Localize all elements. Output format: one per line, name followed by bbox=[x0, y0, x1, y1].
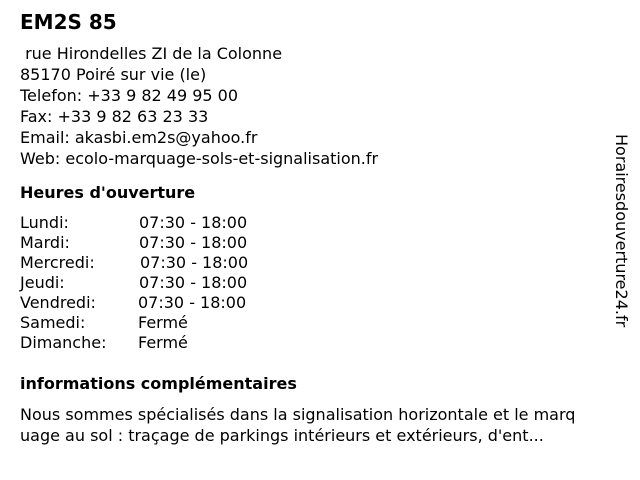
hours-row-friday bbox=[20, 293, 320, 313]
website: Web: ecolo-marquage-sols-et-signalisation.fr bbox=[20, 149, 379, 168]
hours-row-thursday bbox=[20, 273, 320, 293]
hours-row-monday bbox=[20, 213, 320, 233]
day-label: Mardi: bbox=[20, 233, 70, 252]
description-line: Nous sommes spécialisés dans la signalisation horizontale et le marq bbox=[20, 405, 576, 424]
day-label: Vendredi: bbox=[20, 293, 96, 312]
contact-block bbox=[20, 43, 378, 169]
day-hours: 07:30 - 18:00 bbox=[139, 213, 248, 232]
address-street: rue Hirondelles ZI de la Colonne bbox=[20, 44, 283, 63]
hours-row-sunday bbox=[20, 333, 320, 353]
day-hours: Fermé bbox=[138, 333, 188, 352]
day-label: Jeudi: bbox=[20, 273, 65, 292]
day-hours: 07:30 - 18:00 bbox=[139, 273, 248, 292]
additional-info-heading: informations complémentaires bbox=[20, 374, 297, 393]
day-label: Lundi: bbox=[20, 213, 69, 232]
hours-row-tuesday bbox=[20, 233, 320, 253]
hours-row-wednesday bbox=[20, 253, 320, 273]
site-watermark: Horairesdouverture24.fr bbox=[612, 134, 631, 328]
day-label: Samedi: bbox=[20, 313, 86, 332]
description-line: uage au sol : traçage de parkings intérieurs et extérieurs, d'ent... bbox=[20, 426, 544, 445]
day-hours: 07:30 - 18:00 bbox=[140, 253, 249, 272]
email-address: Email: akasbi.em2s@yahoo.fr bbox=[20, 128, 258, 147]
day-label: Mercredi: bbox=[20, 253, 95, 272]
day-hours: 07:30 - 18:00 bbox=[138, 293, 247, 312]
day-label: Dimanche: bbox=[20, 333, 107, 352]
address-city: 85170 Poiré sur vie (le) bbox=[20, 65, 207, 84]
opening-hours-heading: Heures d'ouverture bbox=[20, 183, 196, 202]
phone-number: Telefon: +33 9 82 49 95 00 bbox=[20, 86, 239, 105]
business-name: EM2S 85 bbox=[20, 10, 117, 34]
day-hours: 07:30 - 18:00 bbox=[139, 233, 248, 252]
opening-hours-list bbox=[20, 213, 320, 353]
day-hours: Fermé bbox=[138, 313, 188, 332]
fax-number: Fax: +33 9 82 63 23 33 bbox=[20, 107, 209, 126]
hours-row-saturday bbox=[20, 313, 320, 333]
business-description bbox=[20, 404, 620, 446]
